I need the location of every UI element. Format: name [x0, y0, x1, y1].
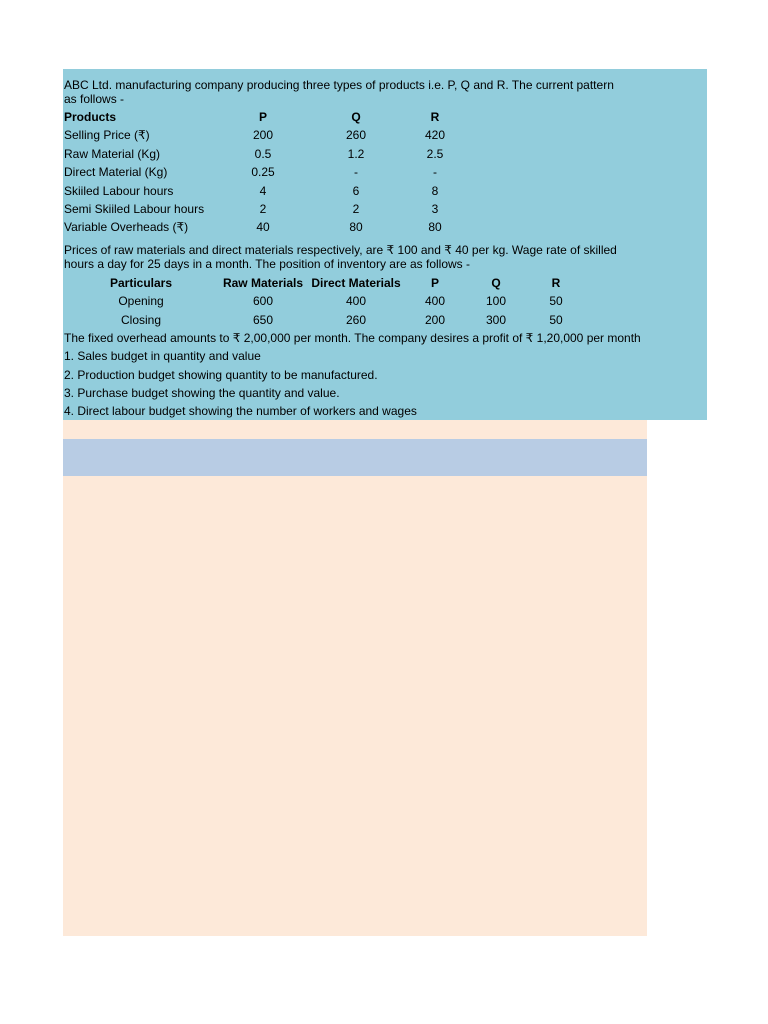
cell-q: 2	[352, 202, 360, 216]
inv-header-q: Q	[491, 276, 501, 290]
col-q-header: Q	[351, 110, 361, 124]
row-label: Semi Skiiled Labour hours	[64, 202, 205, 216]
row-label: Variable Overheads (₹)	[64, 220, 189, 234]
intro-line-1: ABC Ltd. manufacturing company producing three types of products i.e. P, Q and R. The current pattern	[64, 78, 614, 92]
inv-cell: 400	[424, 294, 446, 308]
cell-p: 200	[252, 128, 274, 142]
cell-p: 0.25	[251, 165, 275, 179]
answer-area	[63, 420, 647, 936]
inv-header-direct-materials: Direct Materials	[311, 276, 401, 290]
cell-r: 2.5	[426, 147, 444, 161]
question-1: 1. Sales budget in quantity and value	[64, 349, 261, 363]
cell-q: 260	[345, 128, 367, 142]
prices-line-2: hours a day for 25 days in a month. The position of inventory are as follows -	[64, 257, 470, 271]
cell-q: -	[354, 165, 358, 179]
inv-cell: 300	[485, 313, 507, 327]
inv-cell: 650	[252, 313, 274, 327]
cell-r: 420	[424, 128, 446, 142]
question-2: 2. Production budget showing quantity to be manufactured.	[64, 368, 378, 382]
row-label: Selling Price (₹)	[64, 128, 150, 142]
prices-line-1: Prices of raw materials and direct materials respectively, are ₹ 100 and ₹ 40 per kg. Wage rate of skilled	[64, 243, 617, 257]
inv-cell: 100	[485, 294, 507, 308]
inv-cell: Opening	[118, 294, 164, 308]
cell-r: 8	[431, 184, 439, 198]
inv-cell: Closing	[120, 313, 162, 327]
answer-header-band	[63, 439, 647, 476]
cell-q: 80	[349, 220, 363, 234]
col-p-header: P	[258, 110, 267, 124]
cell-q: 6	[352, 184, 360, 198]
inv-cell: 600	[252, 294, 274, 308]
row-label: Direct Material (Kg)	[64, 165, 168, 179]
row-label: Raw Material (Kg)	[64, 147, 161, 161]
col-r-header: R	[430, 110, 440, 124]
inv-header-raw-materials: Raw Materials	[222, 276, 304, 290]
cell-r: 80	[428, 220, 442, 234]
cell-r: -	[433, 165, 437, 179]
products-header: Products	[64, 110, 117, 124]
inv-header-r: R	[551, 276, 561, 290]
inv-cell: 200	[424, 313, 446, 327]
cell-r: 3	[431, 202, 439, 216]
cell-q: 1.2	[347, 147, 365, 161]
question-3: 3. Purchase budget showing the quantity and value.	[64, 386, 340, 400]
cell-p: 0.5	[254, 147, 272, 161]
inv-cell: 260	[345, 313, 367, 327]
cell-p: 4	[259, 184, 267, 198]
fixed-overhead-text: The fixed overhead amounts to ₹ 2,00,000 per month. The company desires a profit of ₹ 1,20,000 per month	[64, 331, 641, 345]
inv-cell: 50	[549, 313, 563, 327]
inv-cell: 400	[345, 294, 367, 308]
inv-cell: 50	[549, 294, 563, 308]
inv-header-particulars: Particulars	[109, 276, 173, 290]
cell-p: 40	[256, 220, 270, 234]
cell-p: 2	[259, 202, 267, 216]
question-4: 4. Direct labour budget showing the number of workers and wages	[64, 404, 417, 418]
inv-header-p: P	[430, 276, 439, 290]
intro-line-2: as follows -	[64, 92, 125, 106]
row-label: Skiiled Labour hours	[64, 184, 174, 198]
